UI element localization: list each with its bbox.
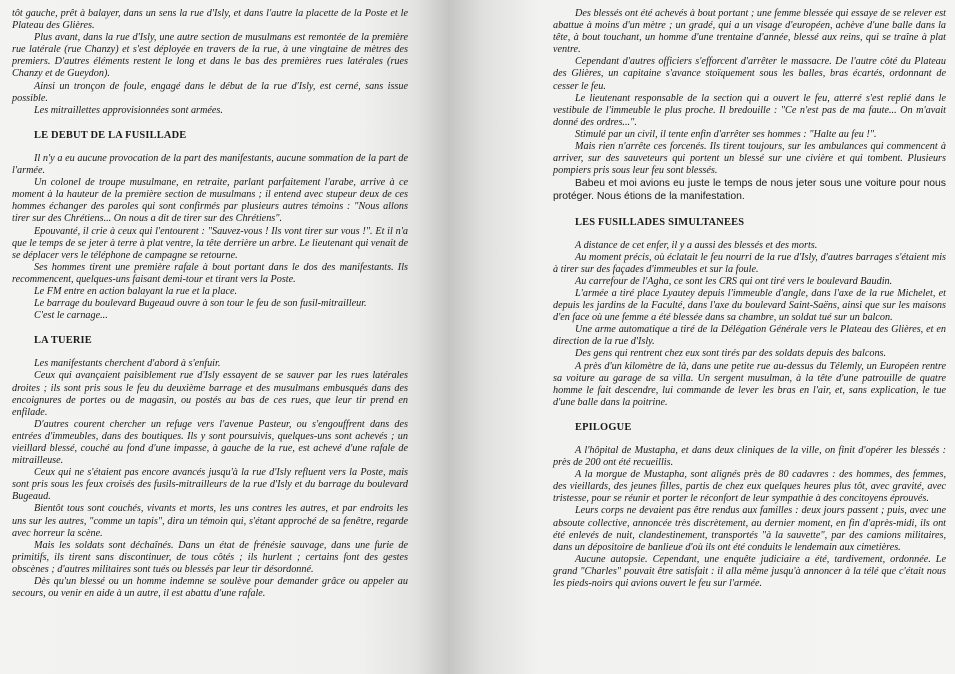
paragraph: Mais les soldats sont déchaînés. Dans un état de frénésie sauvage, dans une furie de primitifs, ils tirent sans discontinuer, de tous côtés ; ils hurlent ; certains font des gestes obscènes ; d'autres militaires sont tués ou blessés par leur tir désordonné. [12,539,408,575]
paragraph: Bientôt tous sont couchés, vivants et morts, les uns contres les autres, et par endroits les uns sur les autres, "comme un tapis", dira un témoin qui, s'étant approché de sa fenêtre, regarde avec horreur la scène. [12,503,408,539]
paragraph: Il n'y a eu aucune provocation de la part des manifestants, aucune sommation de la part de l'armée. [12,152,408,177]
paragraph: Epouvanté, il crie à ceux qui l'entourent : "Sauvez-vous ! Ils vont tirer sur vous !". Et il n'a que le temps de se jeter à terre à plat ventre, la tête derrière un arbre. Le lieutenant qui venait de se déplacer vers le téléphone de campagne se retourne. [12,225,408,261]
paragraph: Leurs corps ne devaient pas être rendus aux familles : deux jours passent ; puis, avec une absoute collective, annoncée très discrètement, au dernier moment, en fin d'après-midi, ils ont été enlevés de nuit, clandestinement, transportés "à la sauvette", par des camions militaires, dans un dépositoire de banlieue d'où ils ont été conduits le lendemain aux cimetières. [553,505,946,553]
paragraph: Plus avant, dans la rue d'Isly, une autre section de musulmans est remontée de la première rue latérale (rue Chanzy) et s'est déployée en travers de la rue, à une vingtaine de mètres des premiers. D'autres éléments restent le long et dans le bas des premières rues latérales (rues Chanzy et de Gueydon). [12,32,408,80]
paragraph: A la morgue de Mustapha, sont alignés près de 80 cadavres : des hommes, des femmes, des vieillards, des jeunes filles, partis de chez eux quelques heures plus tôt, avec gravité, avec tristesse, pour se réunir et porter le réconfort de leur sympathie à des concitoyens éprouvés. [553,469,946,505]
section-heading: LA TUERIE [34,335,92,347]
paragraph: Ceux qui avançaient paisiblement rue d'Isly essayent de se sauver par les rues latérales droites ; ils sont pris sous le feu du deuxième barrage et des musulmans embusqués dans des encoignures de portes ou de magasin, ou postés au bas de ces rues, que leur tir prend en enfilade. [12,370,408,418]
paragraph: Au carrefour de l'Agha, ce sont les CRS qui ont tiré vers le boulevard Baudin. [575,275,893,287]
paragraph: A l'hôpital de Mustapha, et dans deux cliniques de la ville, on finit d'opérer les blessés : près de 200 ont été recueillis. [553,445,946,469]
section-heading: LE DEBUT DE LA FUSILLADE [34,129,187,141]
paragraph: C'est le carnage... [34,310,108,322]
paragraph: Le barrage du boulevard Bugeaud ouvre à son tour le feu de son fusil-mitrailleur. [34,298,367,310]
paragraph: Ses hommes tirent une première rafale à bout portant dans le dos des manifestants. Ils recommencent, quelques-uns faisant demi-tour et tirant vers la Poste. [12,261,408,285]
paragraph: tôt gauche, prêt à balayer, dans un sens la rue d'Isly, et dans l'autre la placette de la Poste et le Plateau des Glières. [12,8,408,32]
paragraph: Des gens qui rentrent chez eux sont tirés par des soldats depuis des balcons. [575,348,887,360]
paragraph: Cependant d'autres officiers s'efforcent d'arrêter le massacre. De l'autre côté du Plateau des Glières, un capitaine s'avance stoïquement sous les balles, bras écartés, ordonnant de cesser le feu. [553,56,946,92]
section-heading: EPILOGUE [575,421,632,433]
left-page [0,0,448,674]
paragraph: Ainsi un tronçon de foule, engagé dans le début de la rue d'Isly, est cerné, sans issue possible. [12,80,408,104]
section-heading: LES FUSILLADES SIMULTANEES [575,216,745,228]
paragraph: Au moment précis, où éclatait le feu nourri de la rue d'Isly, d'autres barrages s'étaient mis à tirer sur des façades d'immeubles et sur la foule. [553,251,946,275]
paragraph: Mais rien n'arrête ces forcenés. Ils tirent toujours, sur les ambulances qui commencent à arriver, sur des sauveteurs qui portent un blessé sur une civière et qui tombent. Plusieurs pompiers pris sous leur feu sont blessés. [553,141,946,177]
paragraph: Un colonel de troupe musulmane, en retraite, parlant parfaitement l'arabe, arrive à ce moment à la hauteur de la première section de musulmans ; il entend avec stupeur deux de ces hommes échanger des paroles qui sont confirmés par plusieurs autres témoins : "Nous allons tirer sur des Chrétiens... On nous a dit de tirer sur des Chrétiens". [12,177,408,225]
left-page-text [12,8,408,600]
right-page [448,0,955,674]
paragraph: A distance de cet enfer, il y a aussi des blessés et des morts. [575,239,818,251]
author-note: Babeu et moi avions eu juste le temps de nous jeter sous une voiture pour nous protéger. Nous étions de la manifestation. [553,178,946,202]
paragraph: Stimulé par un civil, il tente enfin d'arrêter ses hommes : "Halte au feu !". [575,128,877,140]
paragraph: Ceux qui ne s'étaient pas encore avancés jusqu'à la rue d'Isly refluent vers la Poste, mais sont pris sous les feux croisés des fusils-mitrailleurs de la rue d'Isly et du barrage du boulevard Bugeaud. [12,467,408,503]
paragraph: Une arme automatique a tiré de la Délégation Générale vers le Plateau des Glières, et en direction de la rue d'Isly. [553,324,946,348]
paragraph: D'autres courent chercher un refuge vers l'avenue Pasteur, ou s'engouffrent dans des entrées d'immeubles, dans des boutiques. Ils y sont poursuivis, quelques-uns sont achevés ; un vieillard blessé, couché au fond d'une impasse, à gauche de la rue, est achevé d'une rafale de mitrailleuse. [12,418,408,467]
paragraph: Les mitraillettes approvisionnées sont armées. [34,104,223,116]
paragraph: Le lieutenant responsable de la section qui a ouvert le feu, atterré s'est replié dans le vestibule de l'immeuble le plus proche. Il bredouille : "Ce n'est pas de ma faute... On m'avait donné des ordres...". [553,92,946,128]
paragraph: L'armée a tiré place Lyautey depuis l'immeuble d'angle, dans l'axe de la rue Michelet, et depuis les jardins de la Faculté, dans l'axe du boulevard Saint-Saëns, ainsi que sur les maisons d'en face où une femme a été blessée dans sa chambre, un soldat tué sur un balcon. [553,287,946,324]
paragraph: Le FM entre en action balayant la rue et la place. [34,285,238,297]
paragraph: A près d'un kilomètre de là, dans une petite rue au-dessus du Télemly, un Européen rentre sa voiture au garage de sa villa. Un sergent musulman, à la tête d'une patrouille de quatre homme le fait descendre, lui commande de lever les bras en l'air, et, sans explication, le tue d'une balle dans la poitrine. [553,360,946,408]
right-page-text [553,8,946,590]
paragraph: Des blessés ont été achevés à bout portant ; une femme blessée qui essaye de se relever est abattue à moins d'un mètre ; un gradé, qui a un visage d'européen, achève d'une balle dans la tête, à bout touchant, un homme d'une trentaine d'année, blessé aux reins, qui se traîne à plat ventre. [553,8,946,56]
paragraph: Les manifestants cherchent d'abord à s'enfuir. [34,358,221,370]
paragraph: Dès qu'un blessé ou un homme indemne se soulève pour demander grâce ou appeler au secours, ou venir en aide à un autre, il est abattu d'une rafale. [12,576,408,600]
paragraph: Aucune autopsie. Cependant, une enquête judiciaire a été, tardivement, ordonnée. Le grand "Charles" pouvait être satisfait : il alla même jusqu'à annoncer à la télé que c'était nous les pieds-noirs qui avions ouvert le feu sur l'armée. [553,553,946,590]
